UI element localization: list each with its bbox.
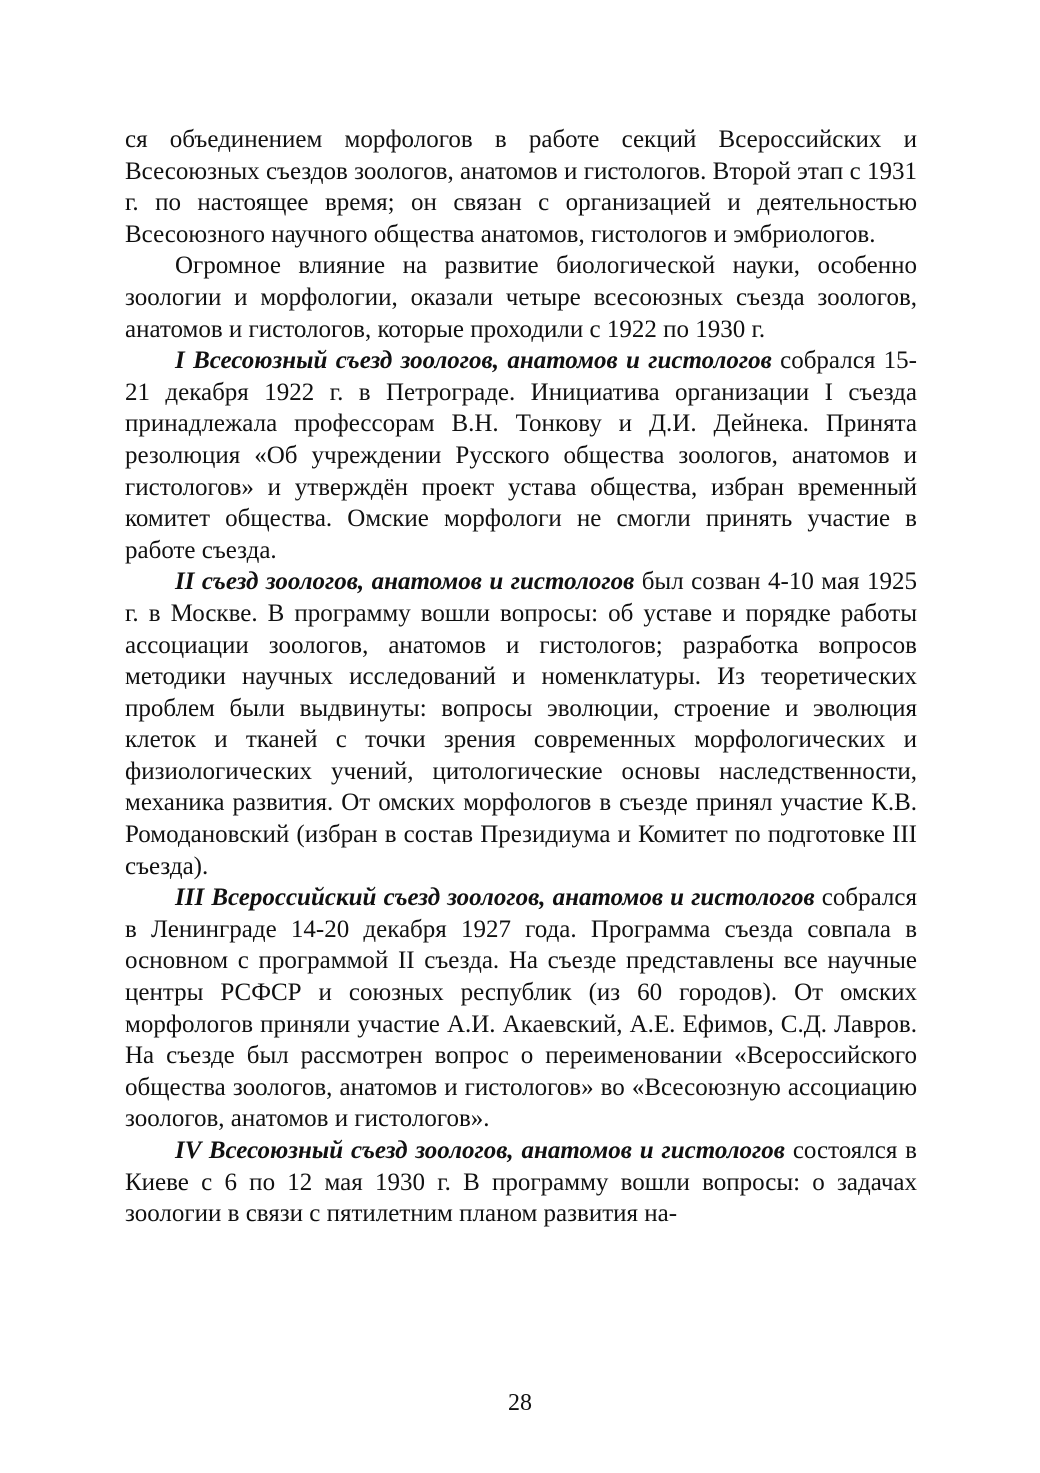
paragraph-congress-1 bbox=[125, 345, 917, 566]
paragraph-text: собрался 15-21 декабря 1922 г. в Петрограде. Инициатива организации I съезда принадлежала профессорам В.Н. Тонкову и Д.И. Дейнека. Принята резолюция «Об учреждении Русского общества зоологов, анатомов и гистологов» и утверждён проект устава общества, избран временный комитет общества. Омские морфологи не смогли принять участие в работе съезда. bbox=[125, 347, 918, 564]
congress-4-heading: IV Всесоюзный съезд зоологов, анатомов и гистологов bbox=[175, 1137, 785, 1164]
page-number: 28 bbox=[508, 1390, 532, 1416]
congress-2-heading: II съезд зоологов, анатомов и гистологов bbox=[175, 568, 635, 596]
paragraph-text: состоялся в Киеве с 6 по 12 мая 1930 г. В программу вошли вопросы: о задачах зоологии в связи с пятилетним планом развития на- bbox=[125, 1137, 917, 1228]
paragraph-congress-4 bbox=[125, 1135, 917, 1230]
congress-1-heading: I Всесоюзный съезд зоологов, анатомов и гистологов bbox=[175, 347, 772, 375]
congress-3-heading: III Всероссийский съезд зоологов, анатомов и гистологов bbox=[175, 884, 815, 912]
paragraph-text: ся объединением морфологов в работе секций Всероссийских и Всесоюзных съездов зоологов, анатомов и гистологов. Второй этап с 1931 г. по настоящее время; он связан с организацией и деятельностью Всесоюзного научного общества анатомов, гистологов и эмбриологов. bbox=[125, 126, 917, 248]
paragraph-congresses-intro bbox=[125, 250, 917, 345]
page-body bbox=[125, 124, 917, 1230]
paragraph-congress-3 bbox=[125, 882, 917, 1135]
paragraph-text: был созван 4-10 мая 1925 г. в Москве. В программу вошли вопросы: об уставе и порядке работы ассоциации зоологов, анатомов и гистологов; разработка вопросов методики научных исследований и номенклатуры. Из теоретических проблем были выдвинуты: вопросы эволюции, строение и эволюция клеток и тканей с точки зрения современных морфологических и физиологических учений, цитологические основы наследственности, механика развития. От омских морфологов в съезде принял участие К.В. Ромодановский (избран в состав Президиума и Комитет по подготовке III съезда). bbox=[125, 568, 917, 880]
paragraph-text: Огромное влияние на развитие биологической науки, особенно зоологии и морфологии, оказали четыре всесоюзных съезда зоологов, анатомов и гистологов, которые проходили с 1922 по 1930 г. bbox=[125, 252, 917, 343]
paragraph-continuation bbox=[125, 124, 917, 250]
paragraph-congress-2 bbox=[125, 566, 917, 882]
paragraph-text: собрался в Ленинграде 14-20 декабря 1927 года. Программа съезда совпала в основном с программой II съезда. На съезде представлены все научные центры РСФСР и союзных республик (из 60 городов). От омских морфологов приняли участие А.И. Акаевский, А.Е. Ефимов, С.Д. Лавров. На съезде был рассмотрен вопрос о переименовании «Всероссийского общества зоологов, анатомов и гистологов» во «Всесоюзную ассоциацию зоологов, анатомов и гистологов». bbox=[125, 884, 917, 1133]
